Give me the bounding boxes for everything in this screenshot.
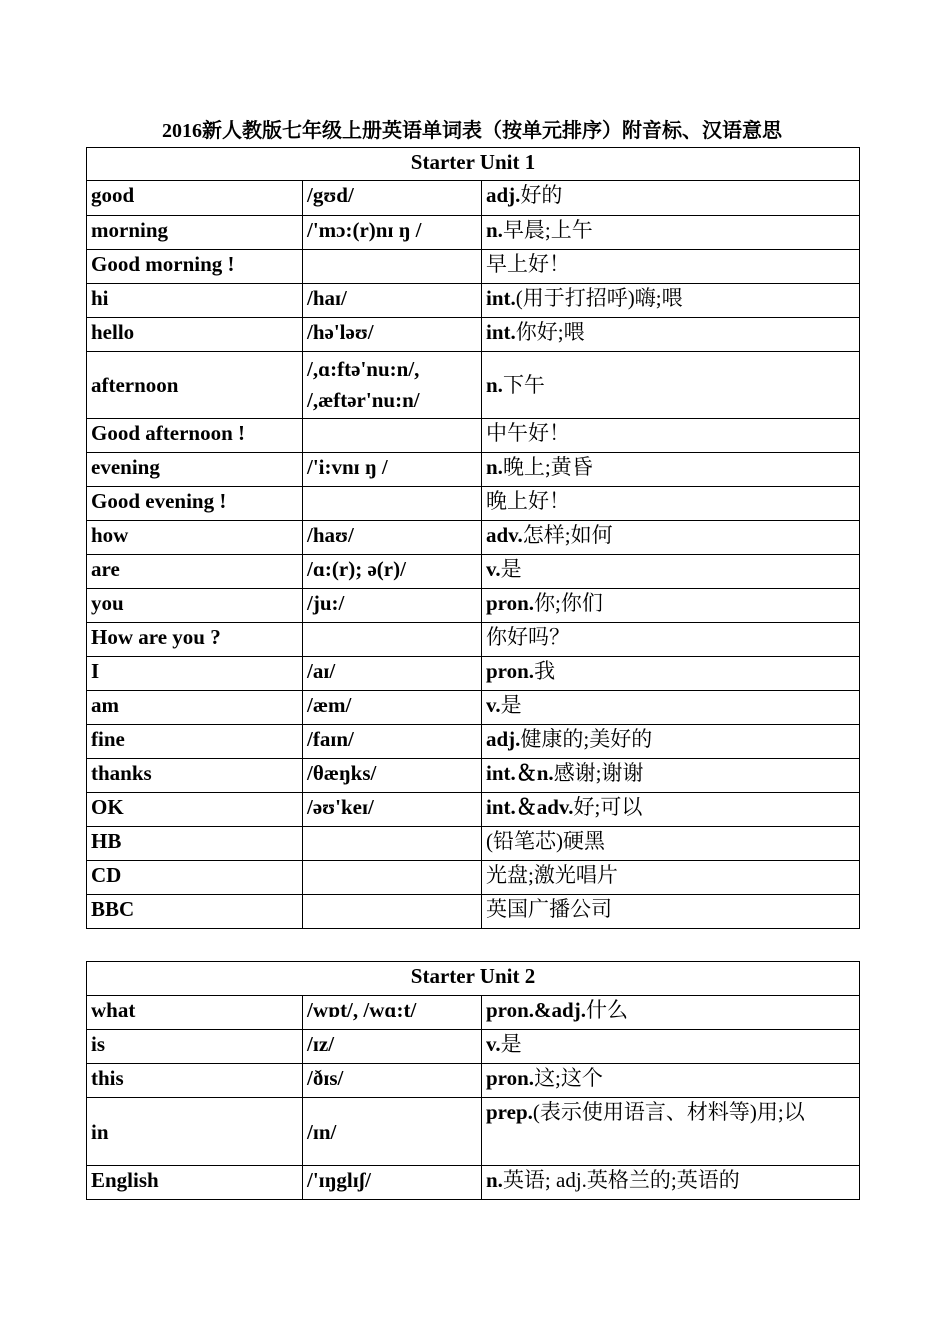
- phonetic-cell: /æm/: [303, 691, 482, 725]
- table-row: [87, 691, 860, 725]
- part-of-speech: int.＆adv.: [486, 795, 574, 819]
- phonetic-cell: /'ɪŋglɪʃ/: [303, 1166, 482, 1200]
- phonetic-cell: [303, 827, 482, 861]
- word-cell: Good morning !: [87, 250, 303, 284]
- chinese-meaning: 这;这个: [534, 1066, 603, 1090]
- unit-header-row: [87, 962, 860, 996]
- part-of-speech: v.: [486, 557, 501, 581]
- table-row: [87, 895, 860, 929]
- phonetic-cell: /haʊ/: [303, 521, 482, 555]
- part-of-speech: n.: [486, 373, 503, 397]
- word-cell: afternoon: [87, 352, 303, 419]
- meaning-cell: [482, 691, 860, 725]
- word-cell: How are you ?: [87, 623, 303, 657]
- chinese-meaning: 健康的;美好的: [520, 727, 653, 751]
- phonetic-cell: /'mɔ:(r)nɪ ŋ /: [303, 216, 482, 250]
- phonetic-cell: /haɪ/: [303, 284, 482, 318]
- part-of-speech: pron.: [486, 591, 535, 615]
- word-cell: you: [87, 589, 303, 623]
- unit-heading: Starter Unit 1: [87, 148, 860, 181]
- phonetic-cell: /ɪn/: [303, 1098, 482, 1166]
- phonetic-cell: /hə'ləʊ/: [303, 318, 482, 352]
- part-of-speech: adj.: [486, 183, 521, 207]
- word-cell: I: [87, 657, 303, 691]
- meaning-cell: [482, 453, 860, 487]
- meaning-cell: [482, 657, 860, 691]
- word-cell: morning: [87, 216, 303, 250]
- phonetic-cell: /aɪ/: [303, 657, 482, 691]
- word-cell: hi: [87, 284, 303, 318]
- table-row: [87, 623, 860, 657]
- phonetic-cell: [303, 419, 482, 453]
- phonetic-cell: /ɪz/: [303, 1030, 482, 1064]
- word-cell: am: [87, 691, 303, 725]
- chinese-meaning: (用于打招呼)嗨;喂: [515, 286, 683, 310]
- phonetic-cell: [303, 250, 482, 284]
- table-row: [87, 657, 860, 691]
- meaning-cell: [482, 1098, 860, 1166]
- table-row: [87, 318, 860, 352]
- chinese-meaning: 早上好！: [486, 252, 570, 276]
- meaning-cell: [482, 1166, 860, 1200]
- chinese-meaning: 光盘;激光唱片: [486, 863, 618, 887]
- meaning-cell: [482, 996, 860, 1030]
- chinese-meaning: (铅笔芯)硬黑: [486, 829, 605, 853]
- chinese-meaning: 英语; adj.英格兰的;英语的: [502, 1168, 740, 1192]
- part-of-speech: adj.: [486, 727, 521, 751]
- table-row: [87, 216, 860, 250]
- table-row: [87, 827, 860, 861]
- meaning-cell: [482, 861, 860, 895]
- meaning-cell: [482, 759, 860, 793]
- meaning-cell: [482, 895, 860, 929]
- chinese-meaning: 是: [500, 557, 522, 581]
- meaning-cell: [482, 827, 860, 861]
- phonetic-cell: /ju:/: [303, 589, 482, 623]
- table-row: [87, 487, 860, 521]
- meaning-cell: [482, 318, 860, 352]
- chinese-meaning: 你;你们: [534, 591, 603, 615]
- phonetic-cell: /,ɑ:ftə'nu:n/, /,æftər'nu:n/: [303, 352, 482, 419]
- table-row: [87, 352, 860, 419]
- table-row: [87, 250, 860, 284]
- word-cell: hello: [87, 318, 303, 352]
- meaning-cell: [482, 216, 860, 250]
- table-row: [87, 284, 860, 318]
- phonetic-cell: /ɑ:(r); ə(r)/: [303, 555, 482, 589]
- word-cell: Good afternoon !: [87, 419, 303, 453]
- part-of-speech: n.: [486, 455, 503, 479]
- meaning-cell: [482, 1030, 860, 1064]
- part-of-speech: v.: [486, 1032, 501, 1056]
- chinese-meaning: 我: [534, 659, 556, 683]
- chinese-meaning: 好的: [520, 183, 563, 207]
- word-cell: what: [87, 996, 303, 1030]
- table-row: [87, 1098, 860, 1166]
- table-row: [87, 1166, 860, 1200]
- meaning-cell: [482, 419, 860, 453]
- table-row: [87, 589, 860, 623]
- meaning-cell: [482, 725, 860, 759]
- chinese-meaning: 怎样;如何: [522, 523, 613, 547]
- phonetic-cell: /əʊ'keɪ/: [303, 793, 482, 827]
- phonetic-cell: [303, 861, 482, 895]
- word-cell: fine: [87, 725, 303, 759]
- chinese-meaning: 是: [500, 1032, 522, 1056]
- part-of-speech: pron.&adj.: [486, 998, 586, 1022]
- meaning-cell: [482, 284, 860, 318]
- part-of-speech: pron.: [486, 1066, 535, 1090]
- phonetic-cell: /gʊd/: [303, 181, 482, 216]
- word-cell: is: [87, 1030, 303, 1064]
- word-cell: this: [87, 1064, 303, 1098]
- meaning-cell: [482, 521, 860, 555]
- word-cell: thanks: [87, 759, 303, 793]
- word-cell: are: [87, 555, 303, 589]
- unit-header-row: [87, 148, 860, 181]
- phonetic-cell: /'i:vnɪ ŋ /: [303, 453, 482, 487]
- table-row: [87, 453, 860, 487]
- table-row: [87, 419, 860, 453]
- chinese-meaning: 什么: [585, 998, 628, 1022]
- chinese-meaning: 晚上;黄昏: [502, 455, 593, 479]
- table-row: [87, 861, 860, 895]
- chinese-meaning: 感谢;谢谢: [553, 761, 644, 785]
- chinese-meaning: 是: [500, 693, 522, 717]
- phonetic-cell: /θæŋks/: [303, 759, 482, 793]
- part-of-speech: int.＆n.: [486, 761, 554, 785]
- word-cell: Good evening !: [87, 487, 303, 521]
- meaning-cell: [482, 250, 860, 284]
- part-of-speech: n.: [486, 218, 503, 242]
- part-of-speech: pron.: [486, 659, 535, 683]
- chinese-meaning: 你好吗？: [486, 625, 570, 649]
- meaning-cell: [482, 623, 860, 657]
- meaning-cell: [482, 487, 860, 521]
- meaning-cell: [482, 793, 860, 827]
- meaning-cell: [482, 589, 860, 623]
- word-cell: in: [87, 1098, 303, 1166]
- table-row: [87, 1030, 860, 1064]
- word-cell: BBC: [87, 895, 303, 929]
- table-row: [87, 1064, 860, 1098]
- vocab-table-starter-unit-2: [86, 961, 860, 1200]
- phonetic-cell: [303, 623, 482, 657]
- part-of-speech: adv.: [486, 523, 523, 547]
- word-cell: good: [87, 181, 303, 216]
- phonetic-cell: /faɪn/: [303, 725, 482, 759]
- table-row: [87, 521, 860, 555]
- part-of-speech: int.: [486, 320, 516, 344]
- table-row: [87, 555, 860, 589]
- chinese-meaning: 好;可以: [573, 795, 643, 819]
- unit-heading: Starter Unit 2: [87, 962, 860, 996]
- word-cell: OK: [87, 793, 303, 827]
- meaning-cell: [482, 181, 860, 216]
- word-cell: evening: [87, 453, 303, 487]
- word-cell: how: [87, 521, 303, 555]
- document-title: 2016新人教版七年级上册英语单词表（按单元排序）附音标、汉语意思: [162, 120, 782, 142]
- vocab-table-starter-unit-1: [86, 147, 860, 929]
- chinese-meaning: 英国广播公司: [486, 897, 612, 921]
- word-cell: English: [87, 1166, 303, 1200]
- part-of-speech: n.: [486, 1168, 503, 1192]
- chinese-meaning: 你好;喂: [515, 320, 585, 344]
- chinese-meaning: (表示使用语言、材料等)用;以: [532, 1100, 805, 1124]
- table-row: [87, 996, 860, 1030]
- meaning-cell: [482, 352, 860, 419]
- chinese-meaning: 早晨;上午: [502, 218, 593, 242]
- meaning-cell: [482, 555, 860, 589]
- table-row: [87, 759, 860, 793]
- part-of-speech: v.: [486, 693, 501, 717]
- part-of-speech: int.: [486, 286, 516, 310]
- word-cell: CD: [87, 861, 303, 895]
- phonetic-cell: /ðɪs/: [303, 1064, 482, 1098]
- word-cell: HB: [87, 827, 303, 861]
- table-row: [87, 793, 860, 827]
- chinese-meaning: 中午好！: [486, 421, 570, 445]
- table-row: [87, 725, 860, 759]
- meaning-cell: [482, 1064, 860, 1098]
- chinese-meaning: 下午: [502, 373, 545, 397]
- chinese-meaning: 晚上好！: [486, 489, 570, 513]
- table-row: [87, 181, 860, 216]
- phonetic-cell: [303, 487, 482, 521]
- part-of-speech: prep.: [486, 1100, 533, 1124]
- phonetic-cell: [303, 895, 482, 929]
- phonetic-cell: /wɒt/, /wɑ:t/: [303, 996, 482, 1030]
